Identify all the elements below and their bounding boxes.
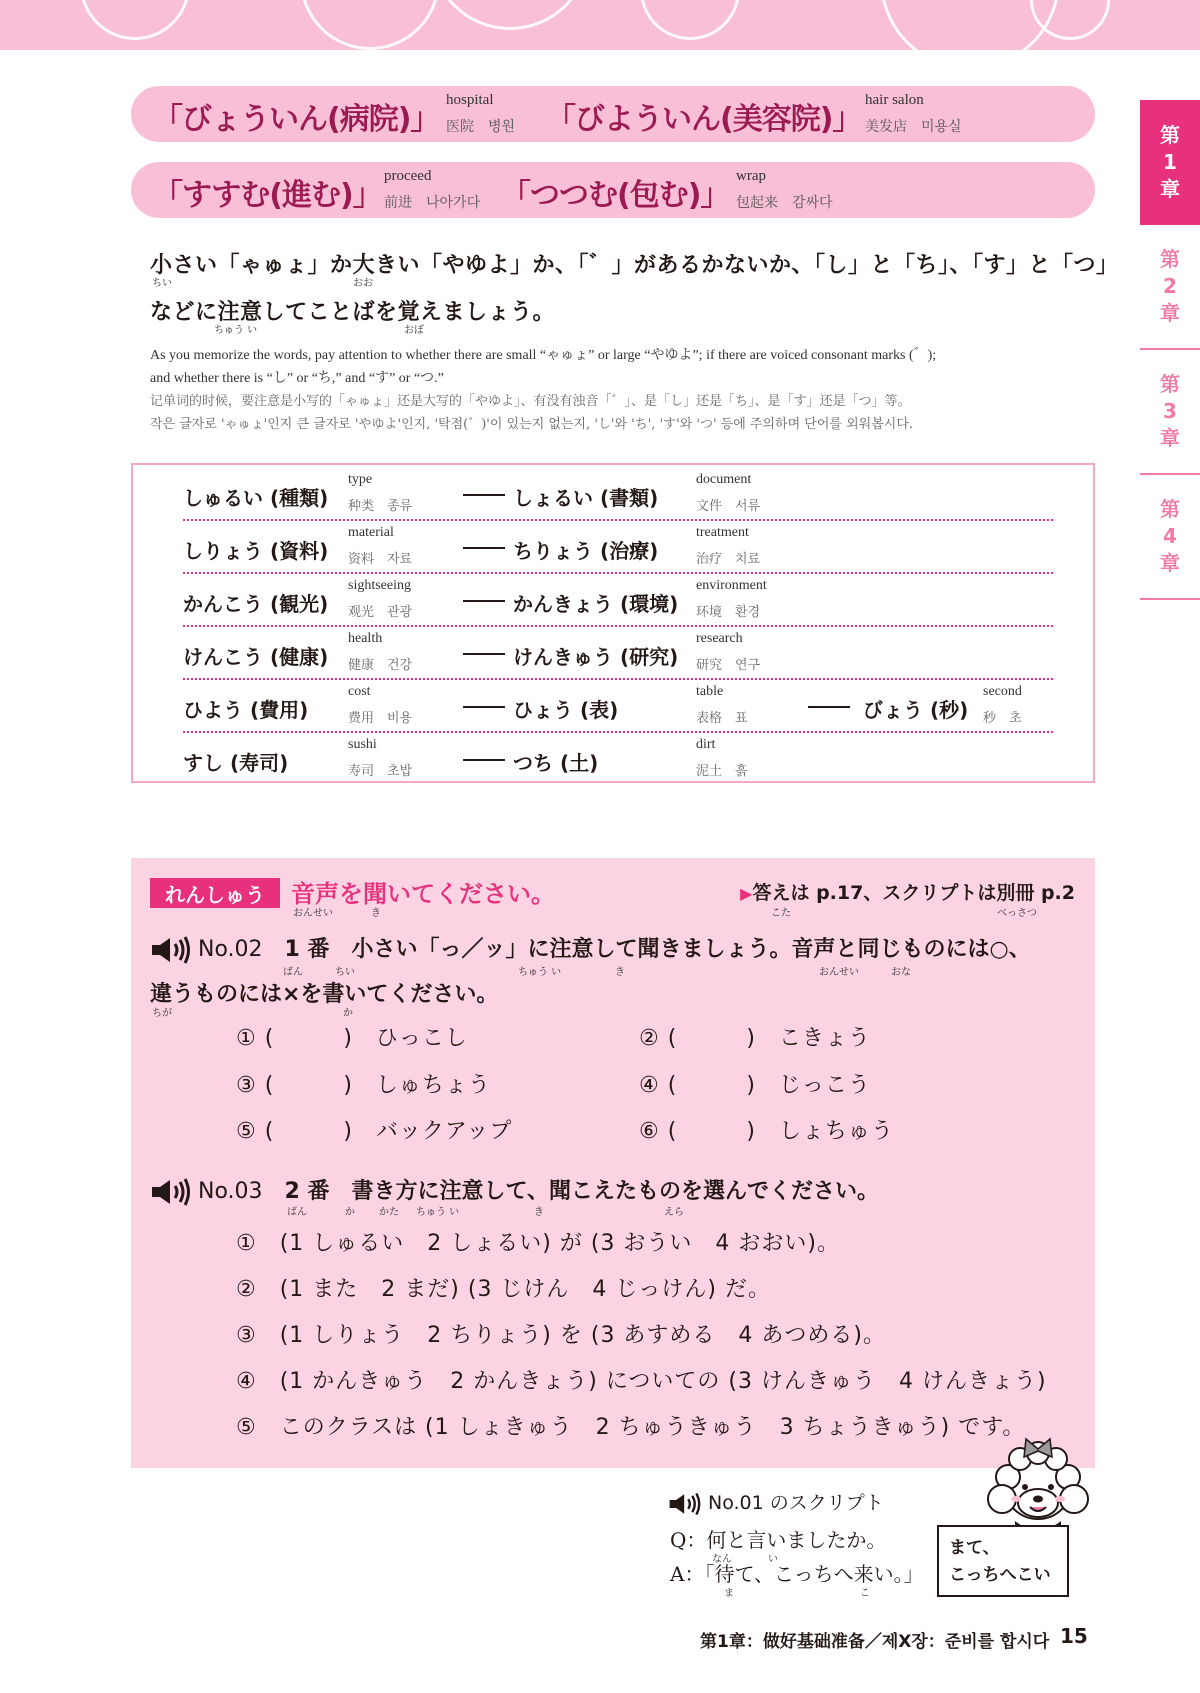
- option-text: ひっこし: [375, 1026, 468, 1051]
- banner-word: 「つつむ(包む)」: [501, 178, 730, 213]
- furigana: ま: [724, 1588, 734, 1599]
- practice-section: [131, 858, 1095, 1468]
- furigana: おな: [891, 967, 911, 978]
- vocab-chinese-korean: 资料 자료: [348, 552, 413, 567]
- vocab-row: [183, 733, 1053, 786]
- vocab-english: document: [696, 472, 752, 487]
- word-banner-hospital-salon: [131, 86, 1095, 142]
- furigana: ちゅう い: [416, 1207, 460, 1218]
- option-text: しょちゅう: [778, 1119, 894, 1144]
- furigana: かた: [379, 1207, 399, 1218]
- question-text: 2 番 書き方に注意して、聞こえたものを選んでください。: [284, 1179, 880, 1204]
- furigana: き: [615, 967, 625, 978]
- furigana: こ: [860, 1588, 870, 1599]
- chapter-tab-3[interactable]: [1140, 350, 1200, 475]
- decorative-circle: [300, 0, 440, 50]
- vocab-english: type: [348, 472, 373, 487]
- dash-divider: [463, 706, 505, 708]
- practice-title: 音声を聞いてください。: [291, 880, 555, 908]
- translation-korean: 작은 글자로 'ゃゅょ'인지 큰 글자로 'やゆよ'인지, '탁점(゛)'이 있는지 없는지, 'し'와 'ち', 'す'와 'つ' 등에 주의하며 단어를 외워봅시다.: [150, 417, 914, 432]
- option-5[interactable]: [236, 1114, 512, 1145]
- gloss-chinese-korean: 前进 나아가다: [384, 195, 481, 211]
- vocab-chinese-korean: 治疗 치료: [696, 552, 761, 567]
- vocab-chinese-korean: 文件 서류: [696, 499, 761, 514]
- option-number: ⑤: [236, 1119, 257, 1144]
- option-2[interactable]: [639, 1021, 871, 1052]
- question-1-line-1: [150, 932, 1031, 964]
- vocab-word: けんこう (健康): [183, 645, 329, 669]
- furigana: い: [768, 1554, 778, 1565]
- dash-divider: [463, 759, 505, 761]
- answer-blank[interactable]: ( ): [264, 1026, 353, 1051]
- option-text: こきょう: [778, 1026, 871, 1051]
- vocab-word: びょう (秒): [863, 698, 969, 722]
- furigana: おんせい: [293, 908, 333, 919]
- sign-line-2: こっちへこい: [949, 1565, 1051, 1586]
- vocab-word: すし (寿司): [183, 751, 289, 775]
- gloss-english: hair salon: [865, 92, 924, 108]
- vocab-english: health: [348, 631, 383, 646]
- instruction-line-1: 小さい「ゃゅょ」か大きい「やゆよ」か、「゛」があるかないか、「し」と「ち」、「す」と「つ」: [150, 253, 1119, 278]
- vocab-english: environment: [696, 578, 767, 593]
- gloss-chinese-korean: 包起来 감싸다: [736, 195, 833, 211]
- audio-track-number: No.02: [198, 937, 263, 962]
- vocab-word: しゅるい (種類): [183, 486, 329, 510]
- vocab-row: [183, 468, 1053, 521]
- vocab-chinese-korean: 寿司 초밥: [348, 764, 413, 779]
- vocab-word: ひょう (表): [513, 698, 619, 722]
- banner-word: 「びょういん(病院)」: [153, 102, 440, 137]
- chapter-tab-label: 第 4 章: [1160, 497, 1180, 575]
- gloss-chinese-korean: 美发店 미용실: [865, 119, 962, 135]
- decorative-circle: [80, 0, 190, 40]
- answer-blank[interactable]: ( ): [264, 1073, 353, 1098]
- vocab-chinese-korean: 表格 표: [696, 711, 748, 726]
- chapter-tab-4[interactable]: [1140, 475, 1200, 600]
- answer-blank[interactable]: ( ): [667, 1119, 756, 1144]
- script-question: Q：何と言いましたか。: [670, 1528, 887, 1552]
- question-2-item-5[interactable]: ⑤ このクラスは (1 しょきゅう 2 ちゅうきゅう 3 ちょうきゅう) です。: [236, 1415, 1026, 1440]
- page-number: 15: [1060, 1624, 1088, 1648]
- gloss-english: proceed: [384, 168, 432, 184]
- furigana: べっさつ: [997, 908, 1037, 919]
- furigana: き: [371, 908, 381, 919]
- instruction-line-2: などに注意してことばを覚えましょう。: [150, 300, 556, 325]
- vocab-chinese-korean: 费用 비용: [348, 711, 413, 726]
- decorative-circle: [430, 0, 590, 30]
- question-2-item-3[interactable]: ③ (1 しりょう 2 ちりょう) を (3 あすめる 4 あつめる)。: [236, 1323, 887, 1348]
- furigana: なん: [712, 1554, 732, 1565]
- chapter-tab-label: 第 3 章: [1160, 372, 1180, 450]
- vocab-word: ちりょう (治療): [513, 539, 659, 563]
- banner-word: 「びよういん(美容院)」: [546, 102, 862, 137]
- answer-reference-text: 答えは p.17、スクリプトは別冊 p.2: [752, 882, 1075, 904]
- dash-divider: [463, 547, 505, 549]
- vocab-chinese-korean: 秒 초: [983, 711, 1022, 726]
- chapter-tab-1[interactable]: [1140, 100, 1200, 225]
- question-2-item-1[interactable]: ① (1 しゅるい 2 しょるい) が (3 おうい 4 おおい)。: [236, 1231, 841, 1256]
- audio-track-number: No.03: [198, 1179, 263, 1204]
- vocab-row: [183, 574, 1053, 627]
- answer-blank[interactable]: ( ): [667, 1073, 756, 1098]
- furigana: ちが: [152, 1008, 172, 1019]
- furigana: ちゅう い: [518, 967, 562, 978]
- option-1[interactable]: [236, 1021, 468, 1052]
- dash-divider: [463, 600, 505, 602]
- triangle-right-icon: ▶: [740, 884, 753, 903]
- vocab-word: けんきゅう (研究): [513, 645, 679, 669]
- vocab-word: しりょう (資料): [183, 539, 329, 563]
- gloss-english: hospital: [446, 92, 494, 108]
- translation-chinese: 记单词的时候，要注意是小写的「ゃゅょ」还是大写的「やゆよ」、有没有浊音「゛」、是「し」还是「ち」、是「す」还是「つ」等。: [150, 394, 911, 409]
- chapter-tab-label: 第 2 章: [1160, 247, 1180, 325]
- vocab-word: ひよう (費用): [183, 698, 309, 722]
- option-number: ⑥: [639, 1119, 660, 1144]
- vocab-word: つち (土): [513, 751, 599, 775]
- vocab-english: table: [696, 684, 724, 699]
- question-2-item-4[interactable]: ④ (1 かんきゅう 2 かんきょう) についての (3 けんきゅう 4 けんきょう): [236, 1369, 1047, 1394]
- vocab-english: research: [696, 631, 743, 646]
- option-text: バックアップ: [375, 1119, 513, 1144]
- script-title-text: No.01 のスクリプト: [708, 1492, 884, 1514]
- speaker-icon[interactable]: [150, 936, 192, 964]
- sign-line-1: まて、: [949, 1538, 1000, 1558]
- speech-sign: [937, 1525, 1069, 1597]
- speaker-icon[interactable]: [668, 1492, 702, 1516]
- gloss-english: wrap: [736, 168, 766, 184]
- translation-english: and whether there is “し” or “ち,” and “す” or “つ.”: [150, 371, 444, 386]
- furigana: か: [345, 1207, 355, 1218]
- vocab-row: [183, 680, 1053, 733]
- furigana: こた: [771, 908, 791, 919]
- dash-divider: [463, 653, 505, 655]
- furigana: ばん: [287, 1207, 307, 1218]
- vocabulary-box: [131, 463, 1095, 783]
- vocab-chinese-korean: 观光 관광: [348, 605, 413, 620]
- footer-chapter-title: 第1章：做好基础准备／제X장：준비를 합시다: [700, 1632, 1050, 1652]
- practice-tag: れんしゅう: [150, 878, 280, 908]
- furigana: おお: [353, 278, 373, 289]
- question-text: 1 番 小さい「っ／ッ」に注意して聞きましょう。音声と同じものには○、: [284, 937, 1031, 962]
- option-number: ④: [639, 1073, 660, 1098]
- vocab-row: [183, 627, 1053, 680]
- option-6[interactable]: [639, 1114, 894, 1145]
- chapter-tab-2[interactable]: [1140, 225, 1200, 350]
- script-title: [668, 1488, 884, 1516]
- option-4[interactable]: [639, 1068, 871, 1099]
- furigana: ちい: [335, 967, 355, 978]
- vocab-english: sushi: [348, 737, 377, 752]
- furigana: き: [534, 1207, 544, 1218]
- vocab-word: しょるい (書類): [513, 486, 659, 510]
- vocab-row: [183, 521, 1053, 574]
- banner-word: 「すすむ(進む)」: [153, 178, 382, 213]
- furigana: ばん: [283, 967, 303, 978]
- option-number: ②: [639, 1026, 660, 1051]
- vocab-chinese-korean: 环境 환경: [696, 605, 761, 620]
- option-number: ③: [236, 1073, 257, 1098]
- question-2-line-1: [150, 1174, 879, 1206]
- furigana: おぼ: [404, 325, 424, 336]
- decorative-circle: [640, 0, 740, 40]
- answer-blank[interactable]: ( ): [264, 1119, 353, 1144]
- vocab-english: treatment: [696, 525, 749, 540]
- speaker-icon[interactable]: [150, 1178, 192, 1206]
- vocab-word: かんこう (観光): [183, 592, 329, 616]
- chapter-tab-label: 第 1 章: [1160, 123, 1180, 201]
- furigana: ちゅう い: [214, 325, 258, 336]
- script-answer: A：「待て、こっちへ来い。」: [670, 1562, 924, 1586]
- vocab-chinese-korean: 种类 종류: [348, 499, 413, 514]
- furigana: ちい: [152, 278, 172, 289]
- vocab-english: cost: [348, 684, 371, 699]
- vocab-chinese-korean: 研究 연구: [696, 658, 761, 673]
- vocab-english: material: [348, 525, 394, 540]
- vocab-english: sightseeing: [348, 578, 411, 593]
- furigana: か: [343, 1008, 353, 1019]
- option-3[interactable]: [236, 1068, 491, 1099]
- option-text: しゅちょう: [375, 1073, 491, 1098]
- option-number: ①: [236, 1026, 257, 1051]
- dash-divider: [808, 706, 850, 708]
- vocab-word: かんきょう (環境): [513, 592, 679, 616]
- question-2-item-2[interactable]: ② (1 また 2 まだ) (3 じけん 4 じっけん) だ。: [236, 1277, 772, 1302]
- gloss-chinese-korean: 医院 병원: [446, 119, 516, 135]
- vocab-english: dirt: [696, 737, 716, 752]
- answer-blank[interactable]: ( ): [667, 1026, 756, 1051]
- vocab-chinese-korean: 健康 건강: [348, 658, 413, 673]
- answer-reference: [740, 878, 1075, 905]
- word-banner-proceed-wrap: [131, 162, 1095, 218]
- furigana: えら: [664, 1207, 684, 1218]
- translation-english: As you memorize the words, pay attention to whether there are small “ゃゅょ” or large “やゆよ”; if there are voiced consonant marks (゛);: [150, 348, 937, 363]
- option-text: じっこう: [778, 1073, 871, 1098]
- furigana: おんせい: [819, 967, 859, 978]
- dash-divider: [463, 494, 505, 496]
- vocab-english: second: [983, 684, 1022, 699]
- question-1-line-2: 違うものには×を書いてください。: [150, 982, 499, 1007]
- vocab-chinese-korean: 泥土 흙: [696, 764, 748, 779]
- top-decorative-band: [0, 0, 1200, 50]
